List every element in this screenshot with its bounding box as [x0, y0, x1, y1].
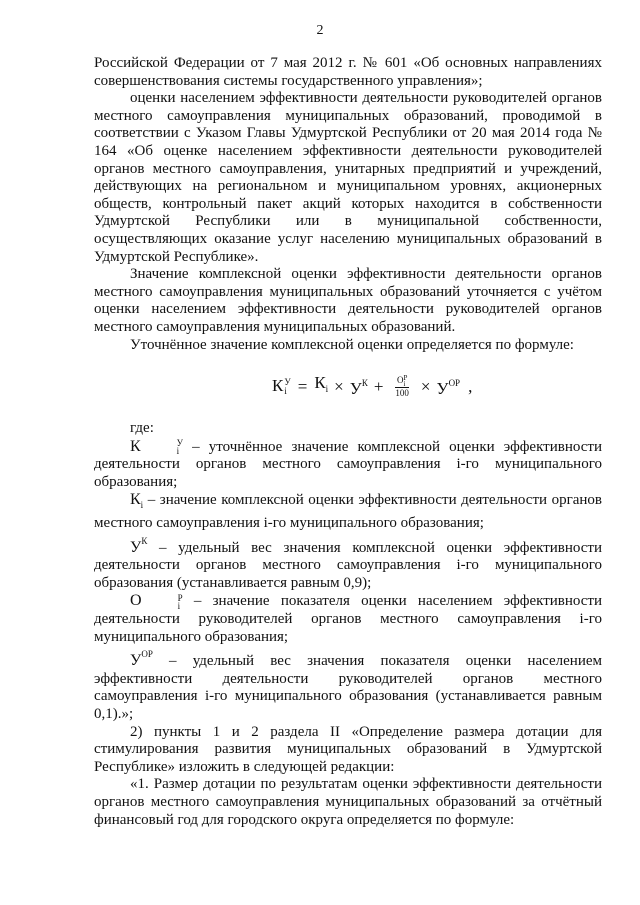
definition-item: $У^К$ – удельный вес значения комплексной оценки эффективности деятельности органов местного самоуправления i-го муниципального образования (устанавливается равным 0,9); [94, 535, 602, 591]
formula-end: , [468, 376, 473, 396]
formula-lhs: К У i [272, 375, 291, 396]
definition-symbol: $У^К$ [130, 535, 148, 556]
page-number: 2 [316, 23, 324, 38]
formula-k: $К_i$ [314, 373, 329, 395]
paragraph: оценки населением эффективности деятельности руководителей органов местного самоуправления муниципальных образований, проводимой в соответствии с Указом Главы Удмуртской Республики от 20 мая 2014 года № 164 «Об оценке населением эффективности деятельности руководителей органов местного самоуправления, унитарных предприятий и учреждений, действующих на региональном и муниципальном уровнях, акционерных обществ, контрольный пакет акций которых находится в собственности Удмуртской Республики или в муниципальной собственности, осуществляющих оказание услуг населению муниципальных образований в Удмуртской Республике». [94, 90, 602, 265]
formula [94, 374, 602, 406]
formula-uop: $У^{ОР}$ [436, 378, 461, 399]
definition-item: О Р i – значение показателя оценки населением эффективности деятельности руководителей органов местного самоуправления i-го муниципального образования; [94, 592, 602, 645]
formula-equals: = [297, 376, 308, 396]
definition-item: $К_i$ – значение комплексной оценки эффективности деятельности органов местного самоуправления i-го муниципального образования; [94, 491, 602, 532]
formula-plus: + [373, 376, 384, 396]
paragraph: Уточнённое значение комплексной оценки определяется по формуле: [130, 336, 574, 353]
definition-symbol: О Р i [130, 592, 183, 611]
paragraph: 2) пункты 1 и 2 раздела II «Определение размера дотации для стимулирования развития муниципальных образований в Удмуртской Республике» изложить в следующей редакции: [94, 723, 602, 775]
definition-item: К У i – уточнённое значение комплексной оценки эффективности деятельности органов местного самоуправления i-го муниципального образования; [94, 437, 602, 490]
formula-times: × [334, 376, 344, 396]
formula-fraction: О Р i 100 [395, 373, 409, 398]
definitions-list [94, 438, 602, 724]
formula-times: × [420, 376, 431, 396]
paragraph: Значение комплексной оценки эффективности деятельности органов местного самоуправления муниципальных образований уточняется с учётом оценки населением эффективности деятельности руководителей органов местного самоуправления муниципальных образований. [94, 266, 602, 335]
document-body [94, 55, 602, 829]
formula-uk: $У^К$ [349, 378, 368, 399]
definition-symbol: $У^{ОР}$ [130, 649, 153, 670]
paragraph: Российской Федерации от 7 мая 2012 г. № 601 «Об основных направлениях совершенствования системы государственного управления»; [94, 55, 602, 89]
formula-expression [272, 374, 472, 399]
definition-item: $У^{ОР}$ – удельный вес значения показателя оценки населением эффективности деятельности руководителей органов местного самоуправления i-го муниципального образования (устанавливается равным 0,1).»; [94, 649, 602, 722]
definition-symbol: $К_i$ [130, 491, 144, 511]
paragraph: «1. Размер дотации по результатам оценки эффективности деятельности органов местного самоуправления муниципальных образований за отчётный финансовый год для городского округа определяется по формуле: [94, 776, 602, 828]
definition-symbol: К У i [130, 437, 184, 457]
where-label: где: [130, 420, 154, 437]
